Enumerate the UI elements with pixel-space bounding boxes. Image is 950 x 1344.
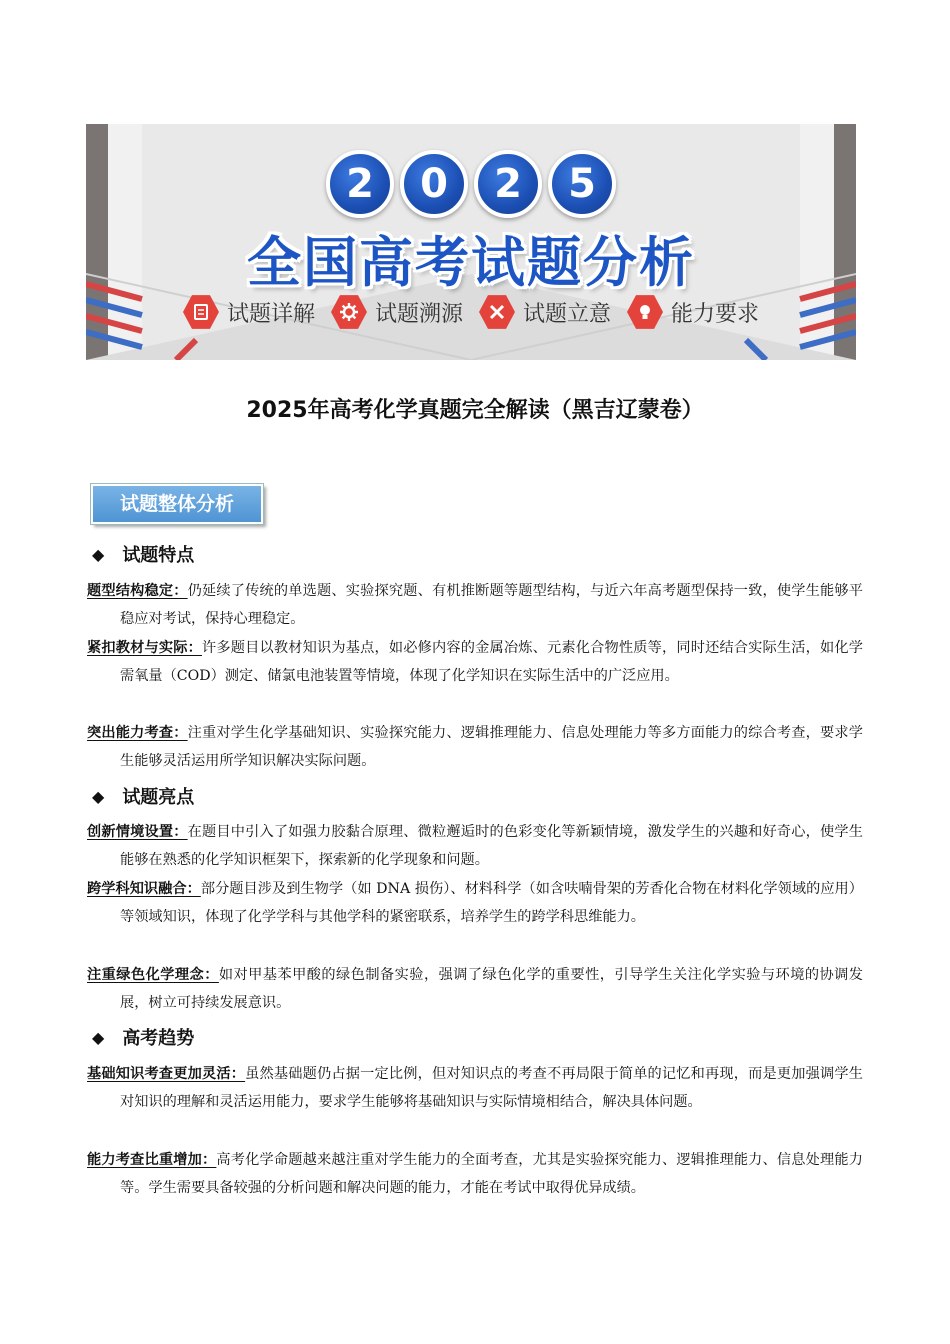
paragraph-lead: 创新情境设置： — [87, 824, 188, 840]
section-heading — [92, 1024, 194, 1050]
badge-label: 试题立意 — [523, 301, 612, 327]
badge-label: 能力要求 — [671, 301, 760, 327]
gear-icon — [331, 294, 367, 330]
year-digit: 2 — [326, 150, 394, 218]
paragraph-text: 注重对学生化学基础知识、实验探究能力、逻辑推理能力、信息处理能力等多方面能力的综合考查，要求学生能够灵活运用所学知识解决实际问题。 — [120, 725, 863, 769]
year-badge-row — [86, 150, 856, 212]
year-digit: 2 — [474, 150, 542, 218]
paragraph-lead: 基础知识考查更加灵活： — [87, 1066, 246, 1082]
badge-intent — [479, 294, 611, 330]
badge-label: 试题详解 — [226, 301, 315, 327]
paragraph-item — [87, 1146, 863, 1202]
badge-detail — [183, 294, 315, 330]
paragraph-text: 部分题目涉及到生物学（如 DNA 损伤）、材料科学（如含呋喃骨架的芳香化合物在材料化学领域的应用）等领域知识，体现了化学学科与其他学科的紧密联系，培养学生的跨学科思维能力。 — [120, 881, 863, 925]
section-heading — [92, 783, 194, 809]
paragraph-item — [87, 577, 863, 633]
paragraph-item — [87, 634, 863, 690]
banner-badges — [86, 294, 856, 330]
paragraph-item — [87, 719, 863, 775]
document-icon — [183, 294, 219, 330]
paragraph-item — [87, 818, 863, 874]
diamond-bullet-icon: ◆ — [92, 1027, 105, 1047]
paragraph-item — [87, 1060, 863, 1116]
section-heading — [92, 541, 194, 567]
badge-ability — [627, 294, 759, 330]
paragraph-lead: 题型结构稳定： — [87, 583, 188, 599]
diamond-bullet-icon: ◆ — [92, 786, 105, 806]
paragraph-item — [87, 961, 863, 1017]
paragraph-lead: 紧扣教材与实际： — [87, 640, 202, 656]
diamond-bullet-icon: ◆ — [92, 544, 105, 564]
paragraph-item — [87, 875, 863, 931]
lightbulb-icon — [627, 294, 663, 330]
paragraph-lead: 能力考查比重增加： — [87, 1152, 217, 1168]
section-label-box: 试题整体分析 — [91, 484, 263, 524]
paragraph-text: 如对甲基苯甲酸的绿色制备实验，强调了绿色化学的重要性，引导学生关注化学实验与环境的协调发展，树立可持续发展意识。 — [120, 967, 863, 1011]
paragraph-text: 许多题目以教材知识为基点，如必修内容的金属冶炼、元素化合物性质等，同时还结合实际生活，如化学需氧量（COD）测定、储氯电池装置等情境，体现了化学知识在实际生活中的广泛应用。 — [120, 640, 863, 684]
year-digit: 5 — [548, 150, 616, 218]
year-digit: 0 — [400, 150, 468, 218]
section-heading-text: 试题亮点 — [122, 787, 195, 808]
section-heading-text: 高考趋势 — [122, 1028, 195, 1049]
paragraph-lead: 注重绿色化学理念： — [87, 967, 219, 983]
badge-label: 试题溯源 — [374, 301, 463, 327]
paragraph-text: 虽然基础题仍占据一定比例，但对知识点的考查不再局限于简单的记忆和再现，而是更加强调学生对知识的理解和灵活运用能力，要求学生能够将基础知识与实际情境相结合，解决具体问题。 — [120, 1066, 863, 1110]
paragraph-text: 高考化学命题越来越注重对学生能力的全面考查，尤其是实验探究能力、逻辑推理能力、信息处理能力等。学生需要具备较强的分析问题和解决问题的能力，才能在考试中取得优异成绩。 — [120, 1152, 863, 1196]
paragraph-lead: 突出能力考查： — [87, 725, 188, 741]
tools-icon — [479, 294, 515, 330]
paragraph-text: 在题目中引入了如强力胶黏合原理、微粒邂逅时的色彩变化等新颖情境，激发学生的兴趣和好奇心，使学生能够在熟悉的化学知识框架下，探索新的化学现象和问题。 — [120, 824, 863, 868]
badge-source — [331, 294, 463, 330]
paragraph-text: 仍延续了传统的单选题、实验探究题、有机推断题等题型结构，与近六年高考题型保持一致，使学生能够平稳应对考试，保持心理稳定。 — [120, 583, 863, 627]
paragraph-lead: 跨学科知识融合： — [87, 881, 201, 897]
section-heading-text: 试题特点 — [122, 545, 195, 566]
banner-title: 全国高考试题分析 — [247, 231, 695, 294]
document-title: 2025年高考化学真题完全解读（黑吉辽蒙卷） — [246, 398, 704, 423]
